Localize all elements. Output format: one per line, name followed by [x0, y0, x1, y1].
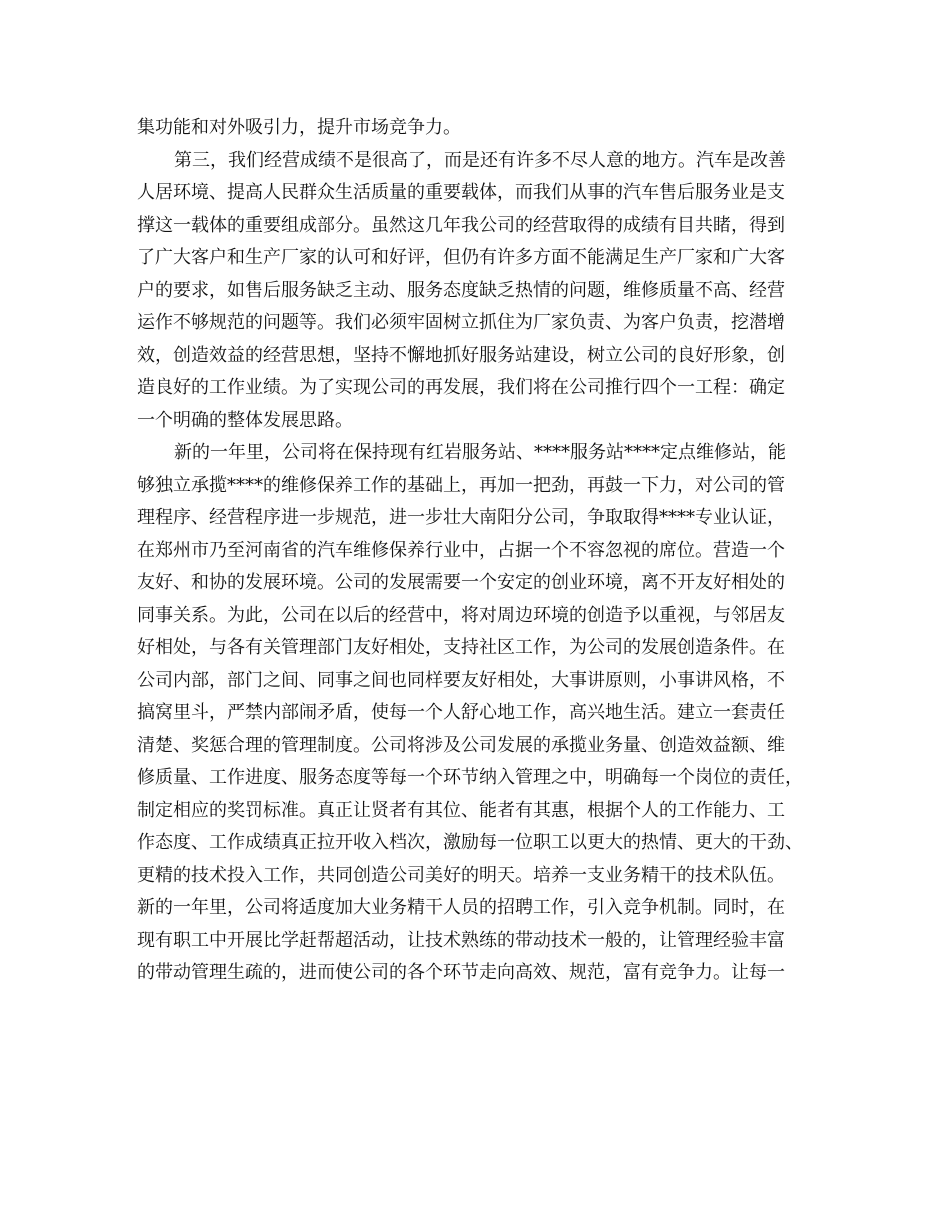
text-line: 修质量、工作进度、服务态度等每一个环节纳入管理之中，明确每一个岗位的责任，: [137, 767, 803, 788]
text-line: 集功能和对外吸引力，提升市场竞争力。: [137, 117, 461, 138]
text-line: 清楚、奖惩合理的管理制度。公司将涉及公司发展的承揽业务量、创造效益额、维: [137, 734, 785, 756]
text-line: 造良好的工作业绩。为了实现公司的再发展，我们将在公司推行四个一工程：确定: [137, 377, 785, 398]
text-line: 现有职工中开展比学赶帮超活动，让技术熟练的带动技术一般的，让管理经验丰富: [137, 929, 785, 951]
text-line: 友好、和协的发展环境。公司的发展需要一个安定的创业环境，离不开友好相处的: [137, 572, 785, 593]
body-text: [137, 112, 827, 990]
text-line: 的带动管理生疏的，进而使公司的各个环节走向高效、规范，富有竞争力。让每一: [137, 962, 785, 983]
text-line: 公司内部，部门之间、同事之间也同样要友好相处，大事讲原则，小事讲风格，不: [137, 669, 785, 691]
text-line: 好相处，与各有关管理部门友好相处，支持社区工作，为公司的发展创造条件。在: [137, 637, 785, 658]
text-line: 撑这一载体的重要组成部分。虽然这几年我公司的经营取得的成绩有目共睹，得到: [137, 214, 785, 236]
text-line: 理程序、经营程序进一步规范，进一步壮大南阳分公司，争取取得****专业认证，: [137, 507, 785, 528]
text-line: 更精的技术投入工作，共同创造公司美好的明天。培养一支业务精干的技术队伍。: [137, 864, 785, 886]
text-line: 效，创造效益的经营思想，坚持不懈地抓好服务站建设，树立公司的良好形象，创: [137, 344, 785, 366]
text-line: 搞窝里斗，严禁内部闹矛盾，使每一个人舒心地工作，高兴地生活。建立一套责任: [137, 702, 785, 723]
text-line: 在郑州市乃至河南省的汽车维修保养行业中，占据一个不容忽视的席位。营造一个: [137, 539, 785, 561]
text-line: 运作不够规范的问题等。我们必须牢固树立抓住为厂家负责、为客户负责，挖潜增: [137, 312, 785, 333]
text-line: 新的一年里，公司将适度加大业务精干人员的招聘工作，引入竞争机制。同时，在: [137, 897, 785, 918]
text-line: 了广大客户和生产厂家的认可和好评，但仍有许多方面不能满足生产厂家和广大客: [137, 247, 785, 268]
text-line: 人居环境、提高人民群众生活质量的重要载体，而我们从事的汽车售后服务业是支: [137, 182, 785, 203]
text-line: 户的要求，如售后服务缺乏主动、服务态度缺乏热情的问题，维修质量不高、经营: [137, 279, 785, 301]
paragraph-start-line: 第三，我们经营成绩不是很高了，而是还有许多不尽人意的地方。汽车是改善: [174, 149, 786, 171]
text-line: 作态度、工作成绩真正拉开收入档次，激励每一位职工以更大的热情、更大的干劲、: [137, 832, 803, 853]
text-line: 一个明确的整体发展思路。: [137, 409, 353, 431]
text-line: 同事关系。为此，公司在以后的经营中，将对周边环境的创造予以重视，与邻居友: [137, 604, 785, 626]
text-line: 制定相应的奖罚标准。真正让贤者有其位、能者有其惠，根据个人的工作能力、工: [137, 799, 785, 821]
paragraph-start-line: 新的一年里，公司将在保持现有红岩服务站、****服务站****定点维修站，能: [174, 442, 786, 463]
text-line: 够独立承揽****的维修保养工作的基础上，再加一把劲，再鼓一下力，对公司的管: [137, 474, 785, 496]
